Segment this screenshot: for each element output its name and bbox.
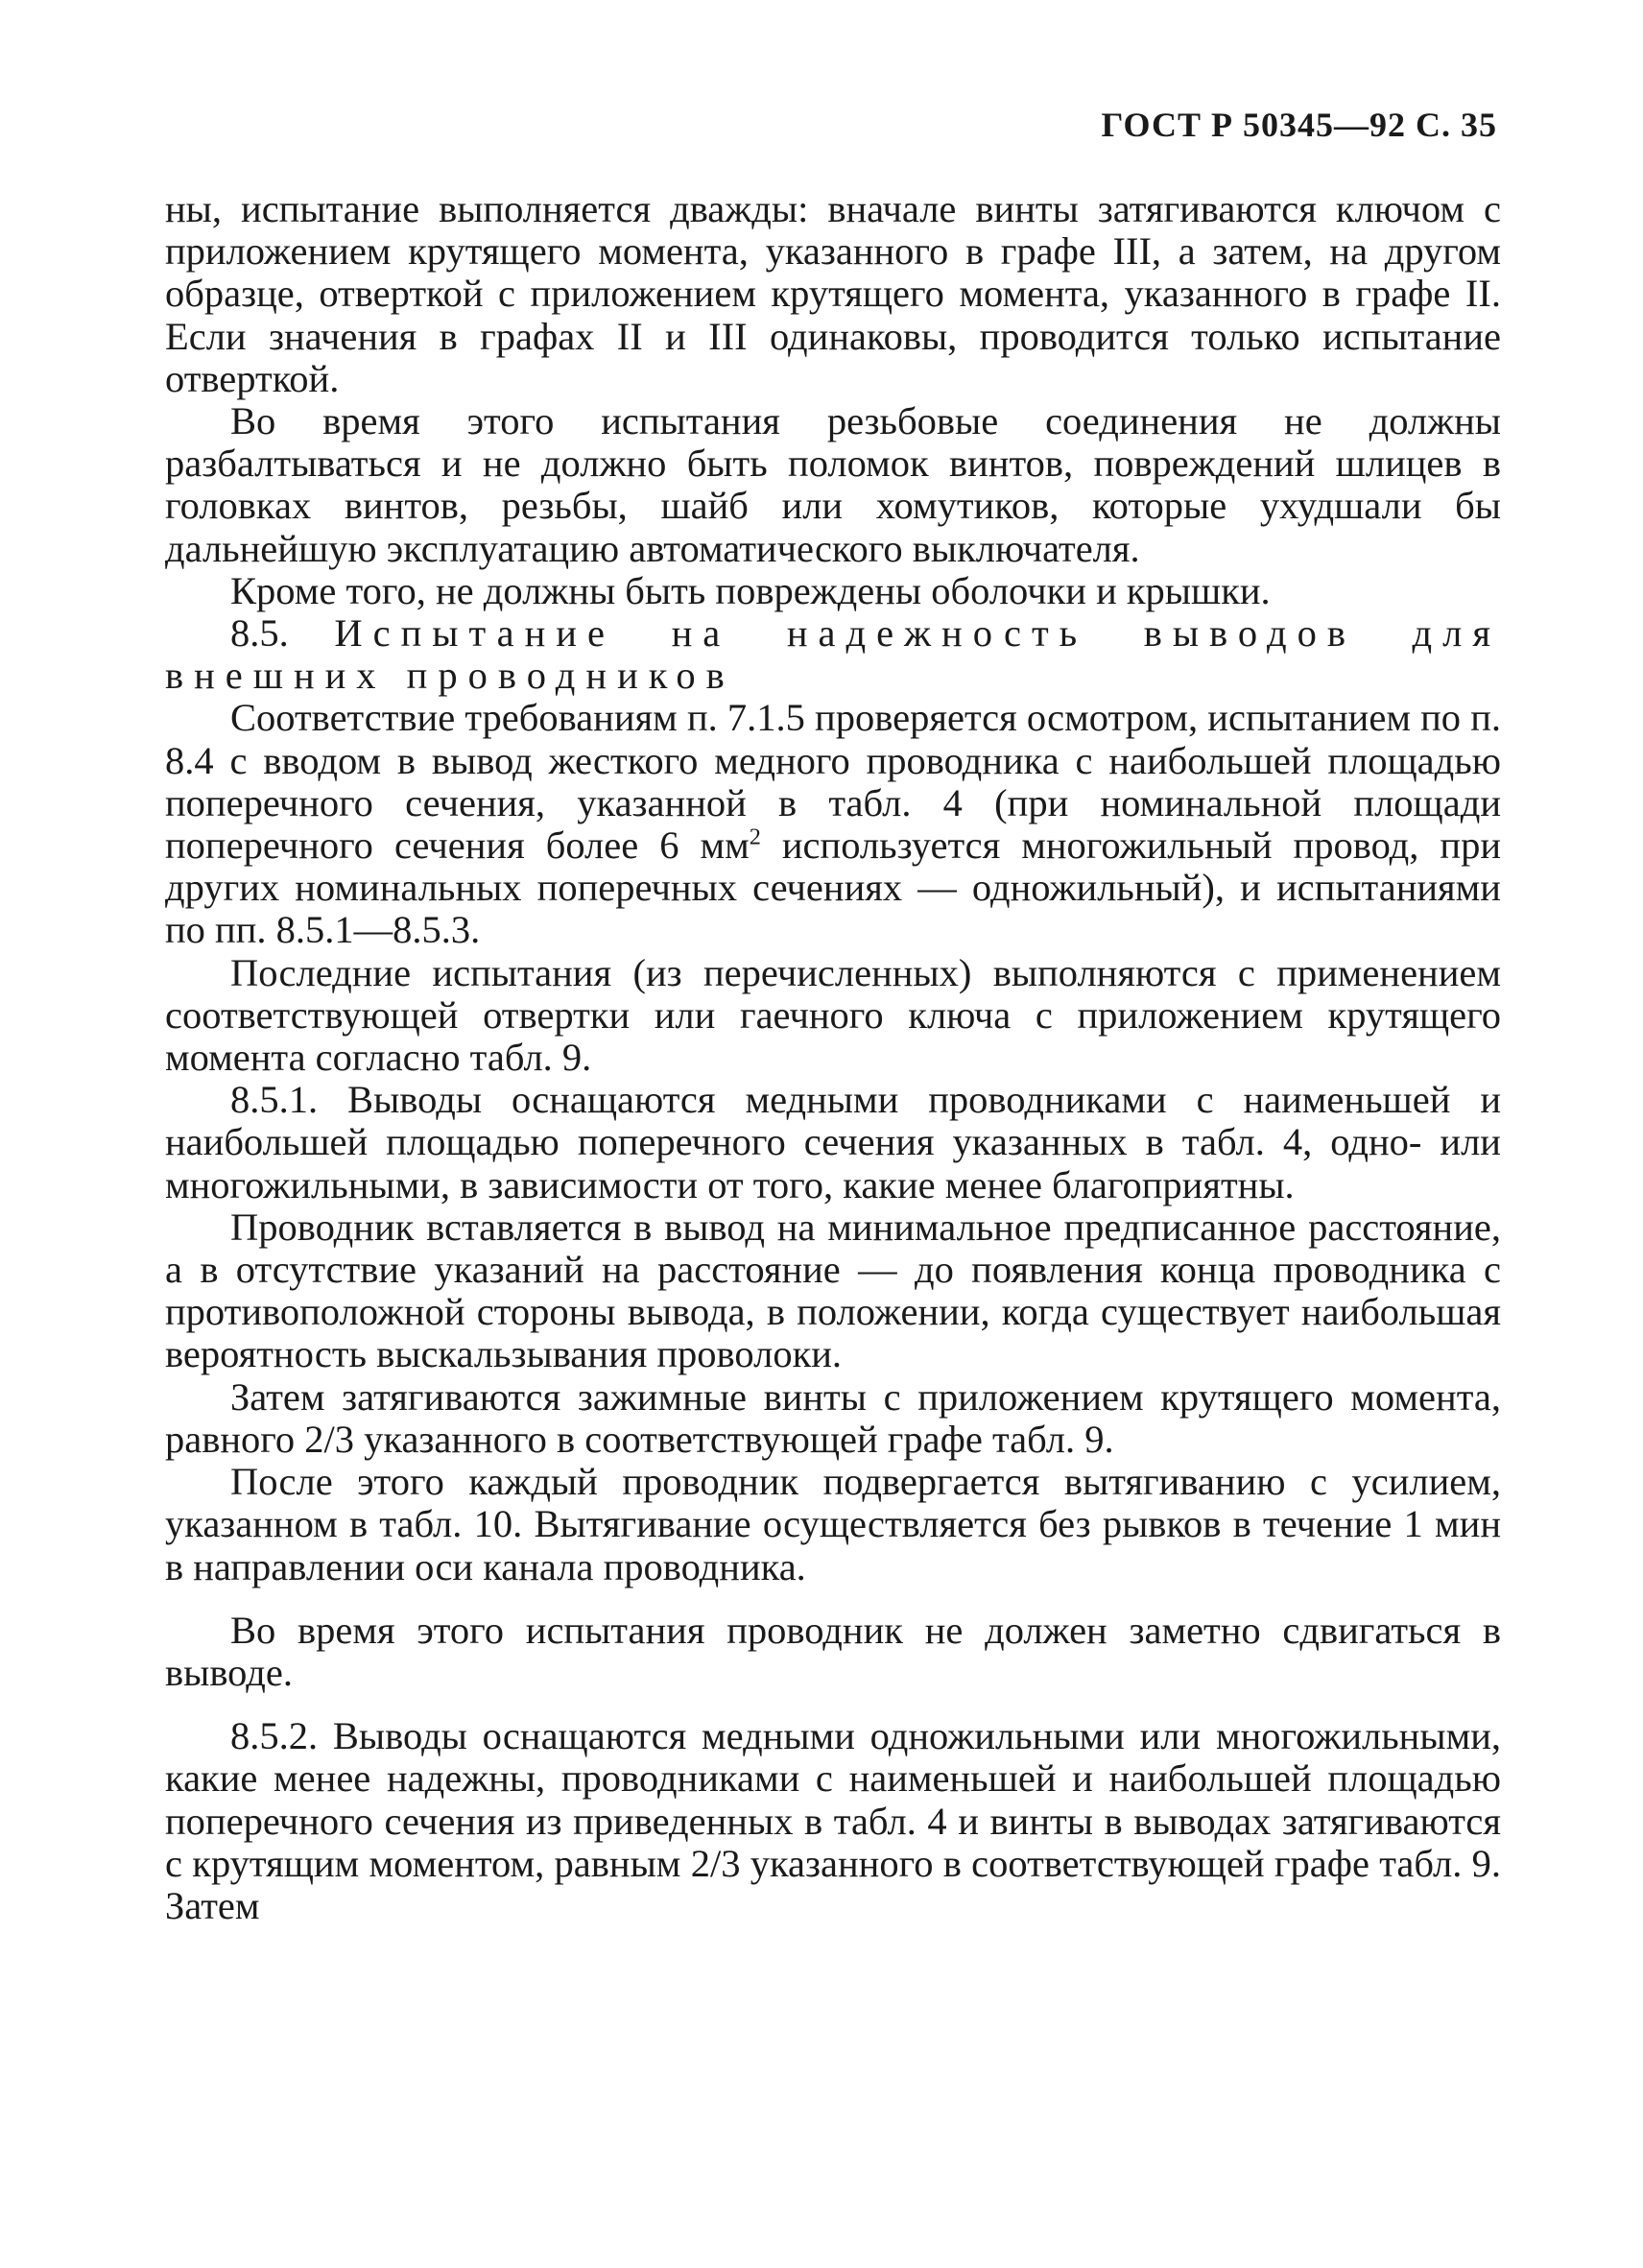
paragraph-8-5-2: 8.5.2. Выводы оснащаются медными одножильными или многожильными, какие менее надежны, проводниками с наименьшей и наибольшей площадью поперечного сечения из приведенных в табл. 4 и винты в выводах затягиваются с крутящим моментом, равным 2/3 указанного в соответствующей графе табл. 9. Затем [165,1714,1501,1927]
paragraph-screw-tightening: Затем затягиваются зажимные винты с приложением крутящего момента, равного 2/3 указанного в соответствующей графе табл. 9. [165,1374,1501,1461]
paragraph-compliance-part2: используется многожильный провод, при других номинальных поперечных сечениях — одножильный), и испытаниями по пп. 8.5.1—8.5.3. [165,824,1501,952]
paragraph-compliance [165,697,1501,951]
section-heading-8-5 [165,612,1501,697]
body-text [165,188,1501,1927]
paragraph-test-requirements: Во время этого испытания резьбовые соединения не должны разбалтываться и не должно быть поломок винтов, повреждений шлицев в головках винтов, резьбы, шайб или хомутиков, которые ухудшали бы дальнейшую эксплуатацию автоматического выключателя. [165,399,1501,570]
paragraph-conductor-insertion: Проводник вставляется в вывод на минимальное предписанное расстояние, а в отсутствие указаний на расстояние — до появления конца проводника с противоположной стороны вывода, в положении, когда существует наибольшая вероятность выскальзывания проволоки. [165,1205,1501,1376]
section-title: Испытание на надежность выводов для внешних проводников [165,611,1502,698]
paragraph-enclosures: Кроме того, не должны быть повреждены оболочки и крышки. [230,568,1271,612]
paragraph-compliance-part1: Соответствие требованиям п. 7.1.5 проверяется осмотром, испытанием по п. 8.4 с вводом в вывод жесткого медного проводника с наибольшей площадью поперечного сечения, указанной в табл. 4 (при номинальной площади поперечного сечения более 6 мм [165,696,1501,868]
paragraph-no-movement: Во время этого испытания проводник не должен заметно сдвигаться в выводе. [165,1608,1501,1694]
superscript-2: 2 [749,824,761,850]
paragraph-last-tests: Последние испытания (из перечисленных) выполняются с применением соответствующей отвертки или гаечного ключа с приложением крутящего момента согласно табл. 9. [165,950,1501,1080]
running-header: ГОСТ Р 50345—92 С. 35 [1101,106,1497,144]
paragraph-continuation: ны, испытание выполняется дважды: вначале винты затягиваются ключом с приложением крутящего момента, указанного в графе III, а затем, на другом образце, отверткой с приложением крутящего момента, указанного в графе II. Если значения в графах II и III одинаковы, проводится только испытание отверткой. [165,187,1501,400]
section-number: 8.5. [230,611,289,656]
paragraph-pull-test: После этого каждый проводник подвергается вытягиванию с усилием, указанном в табл. 10. Вытягивание осуществляется без рывков в течение 1 мин в направлении оси канала проводника. [165,1460,1501,1588]
paragraph-8-5-1: 8.5.1. Выводы оснащаются медными проводниками с наименьшей и наибольшей площадью поперечного сечения указанных в табл. 4, одно- или многожильными, в зависимости от того, какие менее благоприятны. [165,1078,1501,1206]
